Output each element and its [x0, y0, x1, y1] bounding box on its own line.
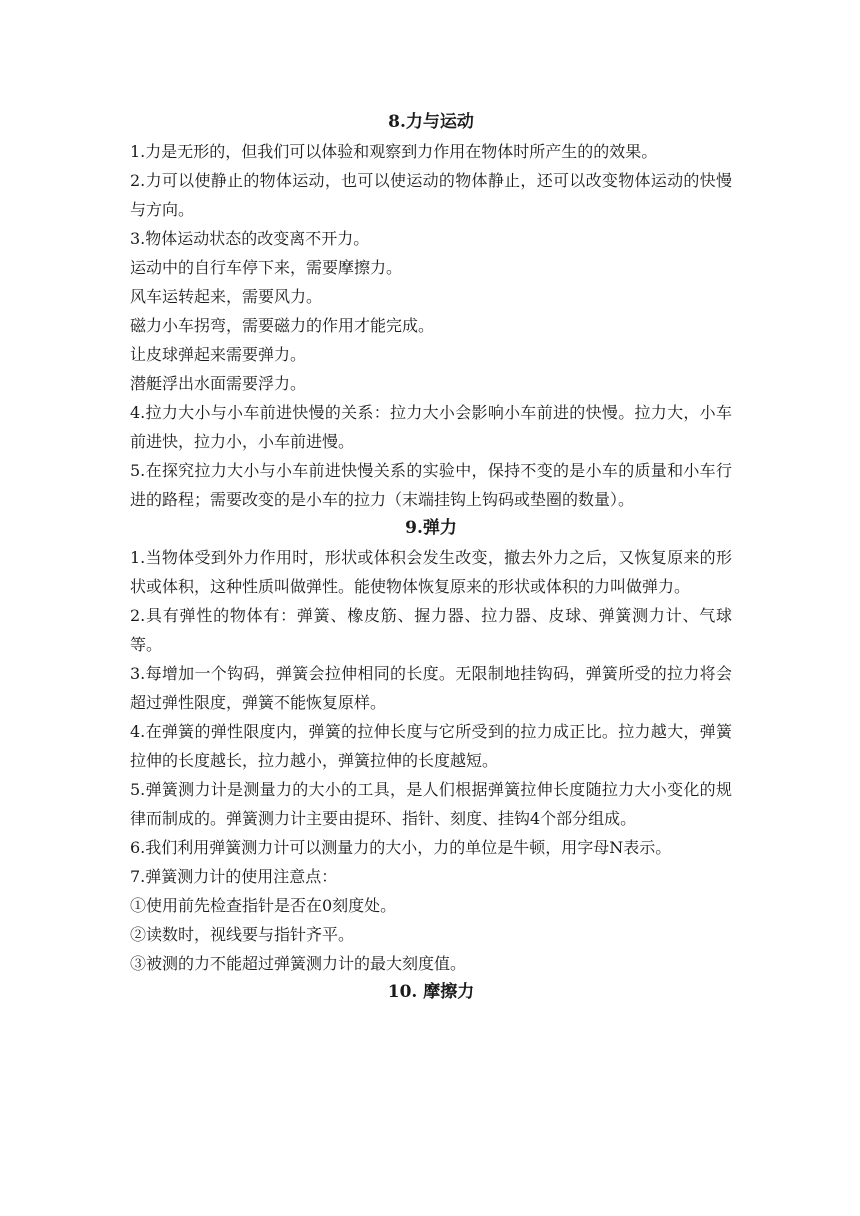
paragraph: 风车运转起来，需要风力。	[130, 287, 323, 306]
paragraph: 5.弹簧测力计是测量力的大小的工具，是人们根据弹簧拉伸长度随拉力大小变化的规律而制成的。弹簧测力计主要由提环、指针、刻度、挂钩4个部分组成。	[130, 780, 732, 828]
paragraph: 4.在弹簧的弹性限度内，弹簧的拉伸长度与它所受到的拉力成正比。拉力越大，弹簧拉伸的长度越长，拉力越小，弹簧拉伸的长度越短。	[130, 722, 732, 770]
paragraph: 3.物体运动状态的改变离不开力。	[130, 229, 370, 248]
paragraph: ②读数时，视线要与指针齐平。	[130, 925, 355, 944]
section-title-force-and-motion: 8.力与运动	[388, 112, 474, 132]
paragraph: 磁力小车拐弯，需要磁力的作用才能完成。	[130, 316, 435, 335]
paragraph: 1.当物体受到外力作用时，形状或体积会发生改变，撤去外力之后，又恢复原来的形状或体积，这种性质叫做弹性。能使物体恢复原来的形状或体积的力叫做弹力。	[130, 548, 732, 596]
paragraph: 1.力是无形的，但我们可以体验和观察到力作用在物体时所产生的的效果。	[130, 142, 658, 161]
paragraph: 5.在探究拉力大小与小车前进快慢关系的实验中，保持不变的是小车的质量和小车行进的路程；需要改变的是小车的拉力（末端挂钩上钩码或垫圈的数量）。	[130, 461, 732, 509]
paragraph: ①使用前先检查指针是否在0刻度处。	[130, 896, 397, 915]
section-title-elastic-force: 9.弹力	[405, 518, 457, 538]
section-title-friction: 10. 摩擦力	[387, 982, 475, 1002]
paragraph: 让皮球弹起来需要弹力。	[130, 345, 307, 364]
paragraph: 潜艇浮出水面需要浮力。	[130, 374, 307, 393]
paragraph: 2.具有弹性的物体有：弹簧、橡皮筋、握力器、拉力器、皮球、弹簧测力计、气球等。	[130, 606, 732, 654]
paragraph: 3.每增加一个钩码，弹簧会拉伸相同的长度。无限制地挂钩码，弹簧所受的拉力将会超过弹性限度，弹簧不能恢复原样。	[130, 664, 732, 712]
paragraph: 6.我们利用弹簧测力计可以测量力的大小，力的单位是牛顿，用字母N表示。	[130, 838, 672, 857]
document-body	[130, 108, 732, 1007]
paragraph: 运动中的自行车停下来，需要摩擦力。	[130, 258, 403, 277]
paragraph: 4.拉力大小与小车前进快慢的关系：拉力大小会影响小车前进的快慢。拉力大，小车前进快，拉力小，小车前进慢。	[130, 403, 732, 451]
paragraph: 2.力可以使静止的物体运动，也可以使运动的物体静止，还可以改变物体运动的快慢与方向。	[130, 171, 732, 219]
paragraph: 7.弹簧测力计的使用注意点：	[130, 867, 338, 886]
paragraph: ③被测的力不能超过弹簧测力计的最大刻度值。	[130, 954, 467, 973]
